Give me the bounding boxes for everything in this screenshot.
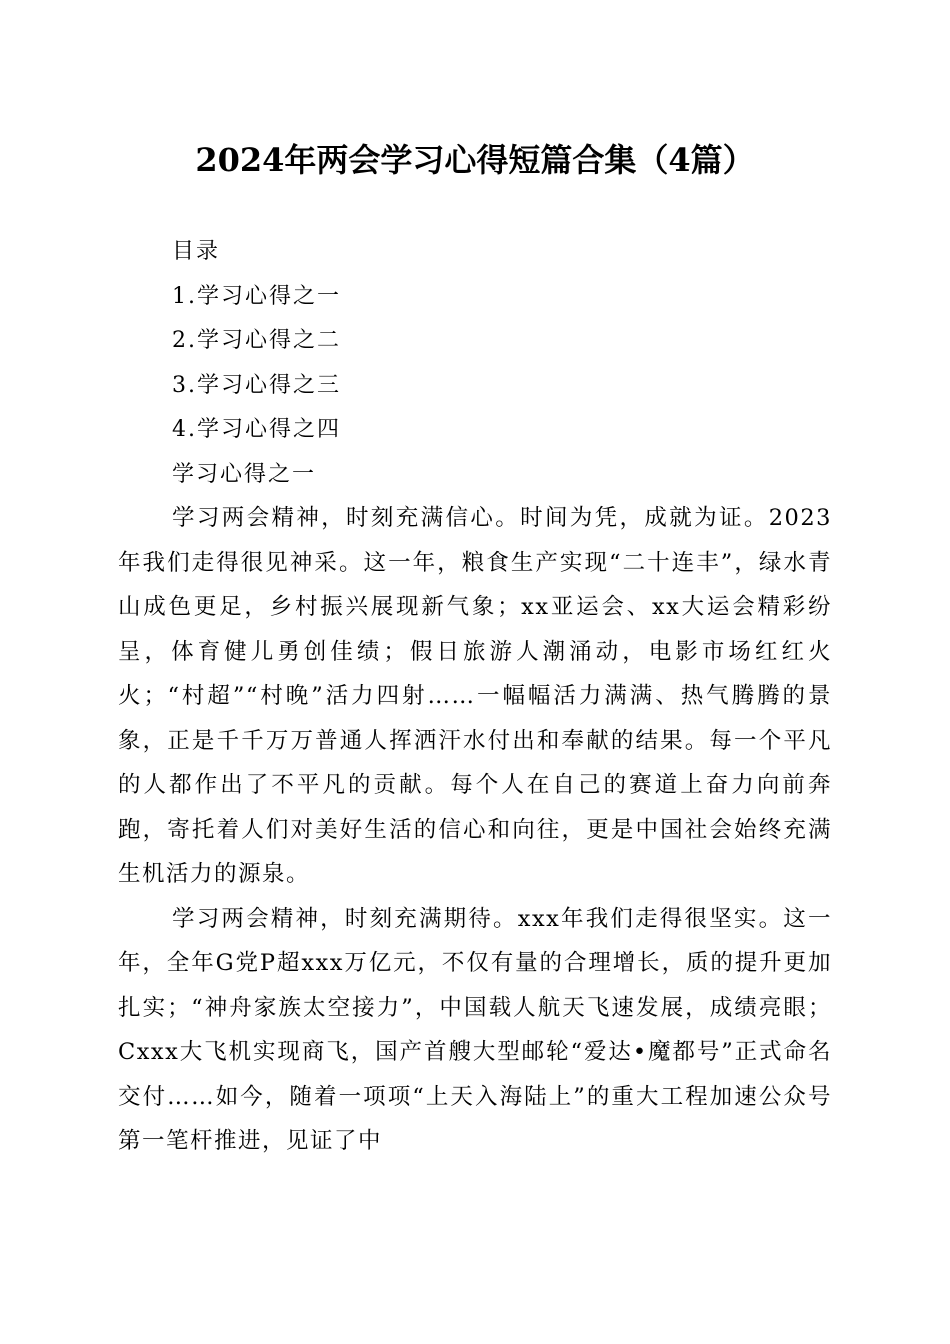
- toc-heading: 目录: [172, 239, 221, 264]
- body-text: [118, 496, 832, 1164]
- paragraph: 学习两会精神，时刻充满期待。xxx年我们走得很坚实。这一年，全年G党P超xxx万亿元，不仅有量的合理增长，质的提升更加扎实；“神舟家族太空接力”，中国载人航天飞速发展，成绩亮眼；Cxxx大飞机实现商飞，国产首艘大型邮轮“爱达•魔都号”正式命名交付……如今，随着一项项“上天入海陆上”的重大工程加速公众号第一笔杆推进，见证了中: [118, 905, 832, 1154]
- table-of-contents: [172, 230, 832, 497]
- toc-item: 2.学习心得之二: [172, 328, 341, 353]
- section-heading: 学习心得之一: [172, 461, 317, 487]
- toc-item: 3.学习心得之三: [172, 372, 341, 398]
- paragraph: 学习两会精神，时刻充满信心。时间为凭，成就为证。2023年我们走得很见神采。这一年，粮食生产实现“二十连丰”，绿水青山成色更足，乡村振兴展现新气象；xx亚运会、xx大运会精彩纷呈，体育健儿勇创佳绩；假日旅游人潮涌动，电影市场红红火火；“村超”“村晚”活力四射……一幅幅活力满满、热气腾腾的景象，正是千千万万普通人挥洒汗水付出和奉献的结果。每一个平凡的人都作出了不平凡的贡献。每个人在自己的赛道上奋力向前奔跑，寄托着人们对美好生活的信心和向往，更是中国社会始终充满生机活力的源泉。: [118, 505, 832, 887]
- document-title: 2024年两会学习心得短篇合集（4篇）: [195, 141, 755, 179]
- toc-item: 4.学习心得之四: [172, 417, 341, 442]
- toc-item: 1.学习心得之一: [172, 283, 341, 309]
